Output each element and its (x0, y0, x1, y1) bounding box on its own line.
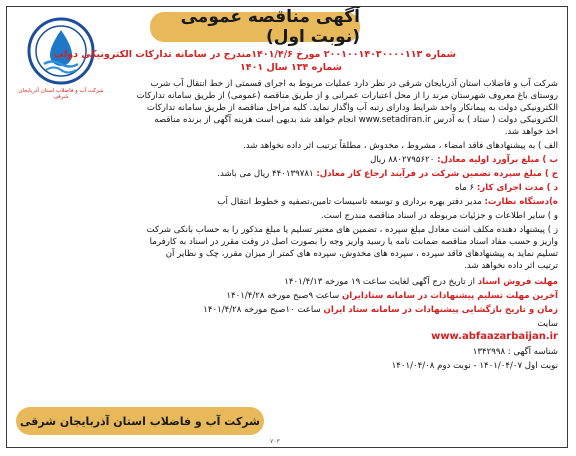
estimate-label: ب ) مبلغ برآورد اولیه معادل: (437, 155, 558, 165)
ad-id: شناسه آگهی : ۱۳۴۲۹۹۸ (472, 347, 558, 357)
item-z-line: ترتیب اثر داده نخواهد شد. (464, 261, 558, 271)
title-banner (150, 7, 360, 47)
deadline-sale (18, 276, 558, 288)
site-label: سایت (537, 319, 558, 329)
deadline-sale-value: از تاریخ درج آگهی لغایت ساعت ۱۹ مورخه ۱۴۰۱/۴/۱۳ (284, 277, 478, 287)
notice-title: آگهی مناقصه عمومی (نوبت اول) (180, 7, 360, 47)
estimate-value: ۸۸۰۲۷۹۵۶۲۰ ریال (370, 155, 438, 165)
item-z-line: ز ) پیشنهاد دهنده مکلف است معادل مبلغ سپرده ، تضمین های معتبر تسلیم یا مبلغ مذکور را به حساب بانکی شرکت (146, 225, 558, 235)
footer-banner (16, 407, 264, 435)
body-line: شرکت آب و فاضلاب استان آذربایجان شرقی در نظر دارد عملیات مربوط به اجرای قسمتی از خط انتقال آب شرب (150, 79, 558, 89)
supervision-label: ه)دستگاه نظارت: (484, 197, 558, 207)
item-duration (18, 182, 558, 194)
deadline-submit-value: ساعت ۹صبح مورخه ۱۴۰۱/۴/۲۸ (226, 291, 342, 301)
item-estimate (18, 154, 558, 166)
body-line: روستای باغ معروف شهرستان مرند را از محل اعتبارات عمرانی و از طریق مناقصه (عمومی) از طریق سامانه تدارکات (136, 91, 558, 101)
site-url-link[interactable]: www.abfaazarbaijan.ir (431, 331, 558, 342)
deposit-value: ۴۴۰۱۳۹۷۸۱ ریال می باشد. (217, 169, 317, 179)
opening-label: زمان و تاریخ بازگشایی پیشنهادات در سامانه ستاد ایران (323, 305, 558, 315)
opening-value: ساعت ۱۰صبح مورخه ۱۴۰۱/۴/۲۸ (203, 305, 324, 315)
opening-time (18, 304, 558, 316)
item-supervision (18, 196, 558, 208)
notice-number: شماره ۲۰۰۱۰۰۱۴۰۳۰۰۰۰۱۱۳ مورخ ۱۴۰۱/۴/۶مندرج در سامانه تدارکات الکترونیکی دولت (53, 49, 456, 60)
deposit-label: ج ) مبلغ سپرده تضمین شرکت در فرآیند ارجاع کار معادل: (316, 169, 558, 179)
publish-dates: نوبت اول ۱۴۰۱/۰۴/۰۷ - نوبت دوم ۱۴۰۱/۰۴/۰۸ (391, 361, 558, 371)
notice-issue: شماره ۱۳۴ سال ۱۴۰۱ (239, 62, 343, 73)
item-alef: الف ) به پیشنهادهای فاقد امضاء ، مشروط ، مخدوش ، مطلقاً ترتیب اثر داده نخواهد شد. (242, 141, 558, 151)
footer-org-name: شرکت آب و فاضلاب استان آذربایجان شرقی (20, 414, 260, 428)
item-deposit (18, 168, 558, 180)
deadline-sale-label: مهلت فروش اسناد (477, 277, 558, 287)
item-other-info: و ) سایر اطلاعات و جزئیات مربوطه در اسناد مناقصه مندرج است. (321, 211, 558, 221)
deadline-submit-label: آخرین مهلت تسلیم پیشنهادات در سامانه ستادایران (341, 291, 558, 301)
duration-label: د ) مدت اجرای کار: (476, 183, 558, 193)
body-line: الکترونیکی دولت به پیمانکار واحد شرایط ودارای رتبه آب واگذار نماید. کلیه مراحل مناقصه از طریق سامانه تدارکات (146, 103, 558, 113)
body-line: اخذ خواهد شد. (504, 127, 558, 137)
duration-value: ۶ ماه (455, 183, 477, 193)
supervision-value: مدیر دفتر بهره برداری و توسعه تاسیسات تامین،تصفیه و خطوط انتقال آب (217, 197, 485, 207)
deadline-submit (18, 290, 558, 302)
body-line: الکترونیکی دولت ( ستاد ) به آدرس www.setadiran.ir انجام خواهد شد بدیهی است هزینه آگهی از برنده مناقصه (154, 115, 558, 125)
item-z-line: تسلیم نماید به پیشنهادهای فاقد سپرده ، سپرده های مخدوش، سپرده های کمتر از میزان مقرر، چک و نظایر آن (165, 249, 558, 259)
item-z-line: واریز و حسب مفاد اسناد مناقصه ضمانت نامه یا رسید واریز وجه را بصورت اصل در وقت مقرر در اسناد به کارفرما (149, 237, 558, 247)
logo-caption: شرکت آب و فاضلاب استان آذربایجان شرقی (18, 88, 104, 100)
page-code: ۷۰۳ (270, 438, 280, 445)
